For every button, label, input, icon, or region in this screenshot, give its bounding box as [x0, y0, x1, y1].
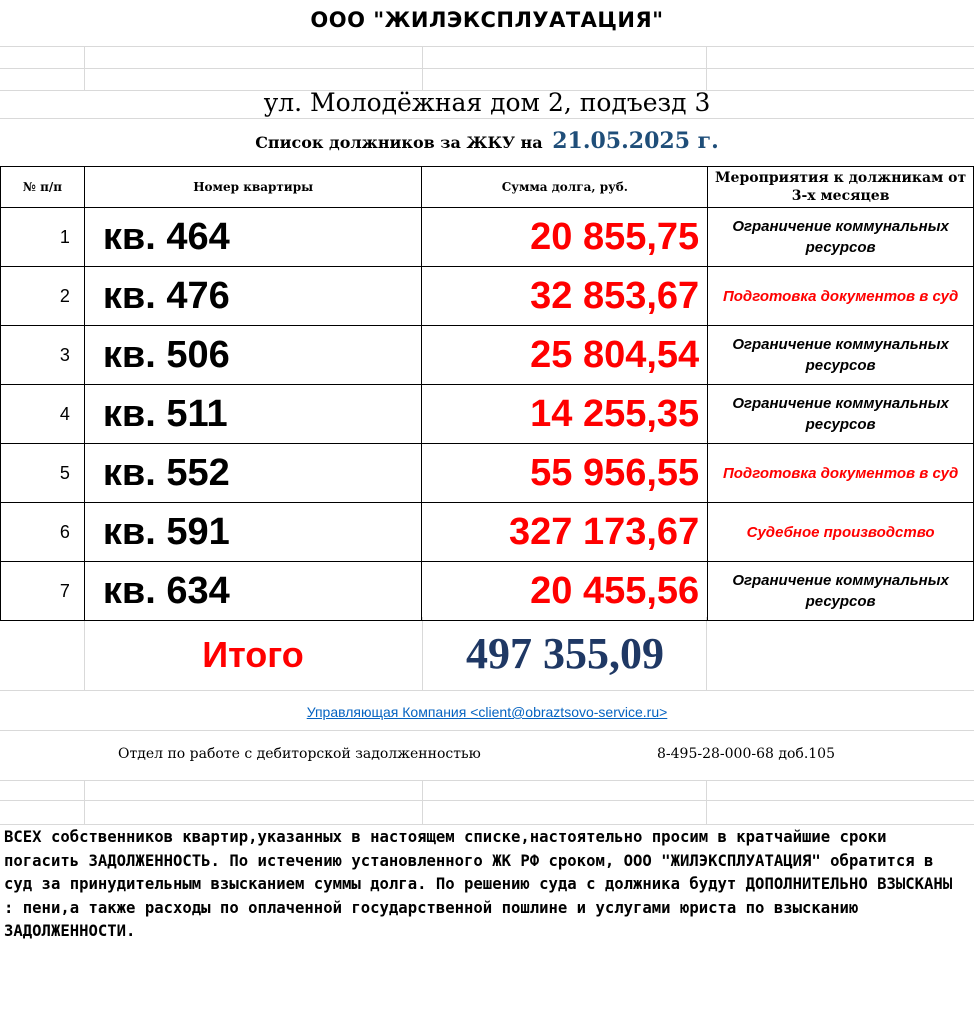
debt-measure: Ограничение коммунальных ресурсов	[708, 562, 974, 621]
debt-measure: Судебное производство	[708, 503, 974, 562]
table-row	[1, 208, 974, 267]
table-row	[1, 444, 974, 503]
total-value: 497 355,09	[466, 629, 664, 678]
total-label: Итого	[202, 634, 304, 675]
row-num: 2	[1, 267, 85, 326]
debt-measure: Ограничение коммунальных ресурсов	[708, 326, 974, 385]
debt-amount: 327 173,67	[422, 503, 708, 562]
header-num: № п/п	[1, 167, 85, 208]
table-row	[1, 385, 974, 444]
debt-measure: Ограничение коммунальных ресурсов	[708, 385, 974, 444]
row-num: 1	[1, 208, 85, 267]
debt-amount: 20 855,75	[422, 208, 708, 267]
row-num: 6	[1, 503, 85, 562]
department-label: Отдел по работе с дебиторской задолженностью	[118, 746, 481, 762]
apartment-number: кв. 552	[84, 444, 422, 503]
debt-amount: 25 804,54	[422, 326, 708, 385]
row-num: 3	[1, 326, 85, 385]
row-num: 5	[1, 444, 85, 503]
table-row	[1, 326, 974, 385]
apartment-number: кв. 511	[84, 385, 422, 444]
debt-measure: Подготовка документов в суд	[708, 267, 974, 326]
debt-amount: 55 956,55	[422, 444, 708, 503]
debt-measure: Ограничение коммунальных ресурсов	[708, 208, 974, 267]
list-label: Список должников за ЖКУ на	[255, 133, 543, 152]
list-heading	[0, 128, 974, 154]
apartment-number: кв. 591	[84, 503, 422, 562]
debt-notice: ВСЕХ собственников квартир,указанных в настоящем списке,настоятельно просим в кратчайшие сроки погасить ЗАДОЛЖЕННОСТЬ. По истечению установленного ЖК РФ сроком, ООО "ЖИЛЭКСПЛУАТАЦИЯ" обратится в суд за принудительным взысканием суммы долга. По решению суда с должника будут ДОПОЛНИТЕЛЬНО ВЗЫСКАНЫ : пени,а также расходы по оплаченной государственной пошлине и услугами юриста по взысканию ЗАДОЛЖЕННОСТИ.	[4, 828, 953, 940]
apartment-number: кв. 506	[84, 326, 422, 385]
address: ул. Молодёжная дом 2, подъезд 3	[263, 88, 711, 117]
row-num: 4	[1, 385, 85, 444]
apartment-number: кв. 464	[84, 208, 422, 267]
debt-amount: 20 455,56	[422, 562, 708, 621]
table-header-row	[1, 167, 974, 208]
phone-number: 8-495-28-000-68 доб.105	[657, 746, 836, 762]
table-row	[1, 503, 974, 562]
debt-amount: 14 255,35	[422, 385, 708, 444]
apartment-number: кв. 476	[84, 267, 422, 326]
company-email-link[interactable]: Управляющая Компания <client@obraztsovo-service.ru>	[306, 704, 668, 720]
company-title: ООО "ЖИЛЭКСПЛУАТАЦИЯ"	[310, 8, 664, 32]
debt-measure: Подготовка документов в суд	[708, 444, 974, 503]
table-row	[1, 562, 974, 621]
debt-amount: 32 853,67	[422, 267, 708, 326]
debtors-table	[0, 166, 974, 621]
table-row	[1, 267, 974, 326]
report-date: 21.05.2025 г.	[552, 128, 719, 154]
header-debt: Сумма долга, руб.	[422, 167, 708, 208]
row-num: 7	[1, 562, 85, 621]
header-measures: Мероприятия к должникам от 3-х месяцев	[708, 167, 974, 208]
apartment-number: кв. 634	[84, 562, 422, 621]
header-apartment: Номер квартиры	[84, 167, 422, 208]
